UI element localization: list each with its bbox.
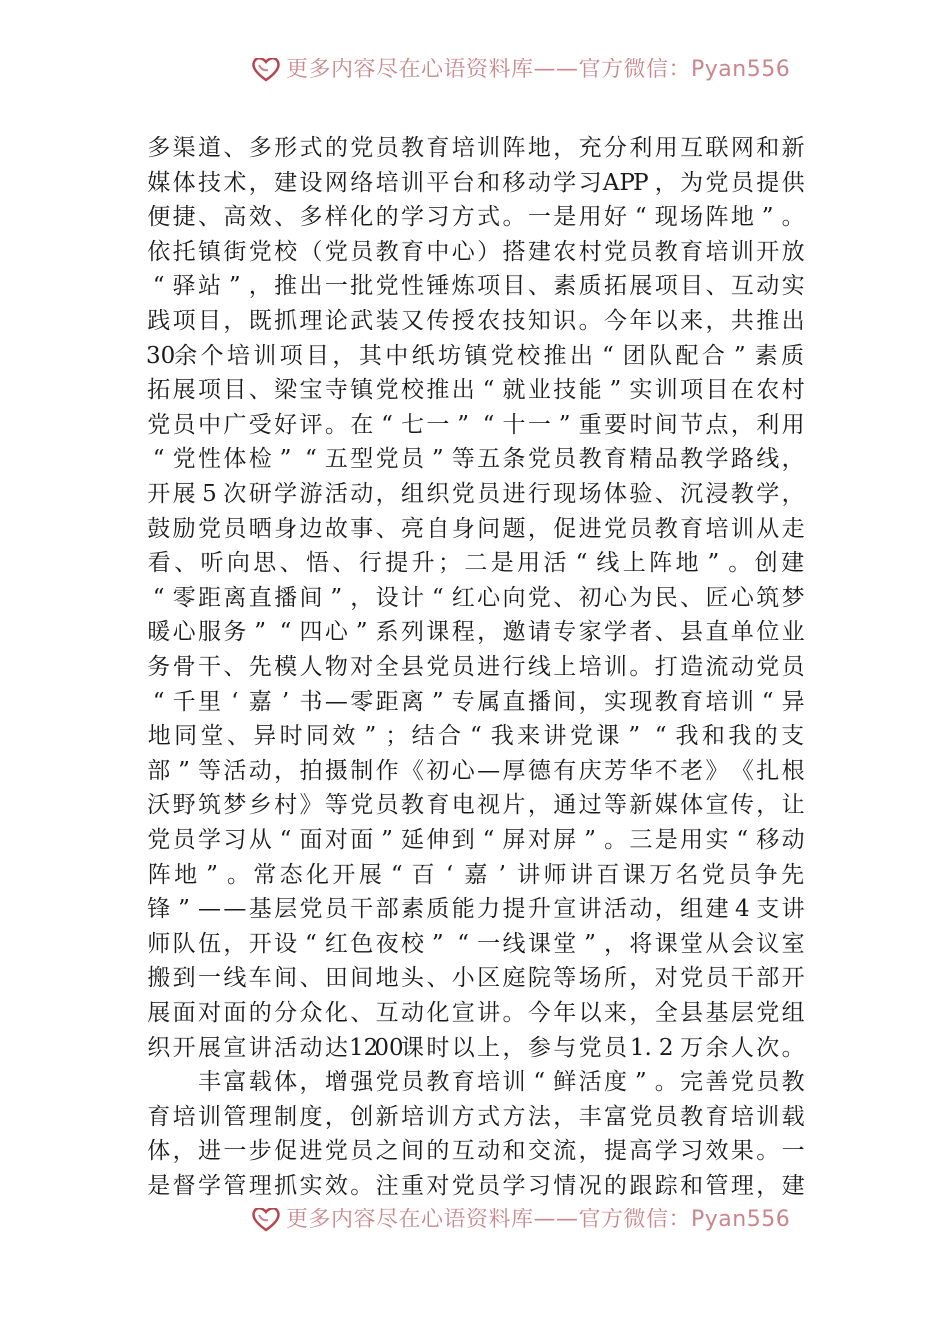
text-line: 务 骨 干 、 先 模 人 物 对 全 县 党 员 进 行 线 上 培 训 。 打 造 流 动 党 员 [147, 654, 805, 680]
text-line: “ 零 距 离 直 播 间 ” ， 设 计 “ 红 心 向 党 、 初 心 为 民 、 匠 心 筑 梦 [152, 584, 805, 611]
text-line: 体 ， 进 一 步 促 进 党 员 之 间 的 互 动 和 交 流 ， 提 高 学 习 效 果 。 一 [147, 1138, 805, 1165]
text-line: 30余 个 培 训 项 目 ， 其 中 纸 坊 镇 党 校 推 出 “ 团 队 配 合 ” 素 质 [146, 342, 805, 369]
text-line: 展 面 对 面 的 分 众 化 、 互 动 化 宣 讲 。 今 年 以 来 ， 全 县 基 层 党 组 [147, 1000, 805, 1026]
text-line: “ 党 性 体 检 ” “ 五 型 党 员 ” 等 五 条 党 员 教 育 精 品 教 学 路 线 ， [152, 446, 805, 473]
text-line: 开 展 5 次 研 学 游 活 动 ， 组 织 党 员 进 行 现 场 体 验 、 沉 浸 教 学 ， [147, 481, 805, 507]
text-line: 鼓 励 党 员 晒 身 边 故 事 、 亮 自 身 问 题 ， 促 进 党 员 教 育 培 训 从 走 [147, 515, 805, 542]
text-line: 丰 富 载 体 ， 增 强 党 员 教 育 培 训 “ 鲜 活 度 ” 。 完 善 党 员 教 [197, 1069, 805, 1096]
text-line: 沃 野 筑 梦 乡 村 》 等 党 员 教 育 电 视 片 ， 通 过 等 新 媒 体 宣 传 ， 让 [147, 792, 805, 819]
heart-logo-icon [250, 1208, 282, 1232]
text-line: 党 员 中 广 受 好 评 。 在 “ 七 一 ” “ 十 一 ” 重 要 时 间 节 点 ， 利 用 [147, 411, 805, 438]
text-line: 是 督 学 管 理 抓 实 效 。 注 重 对 党 员 学 习 情 况 的 跟 踪 和 管 理 ， 建 [147, 1173, 805, 1199]
text-line: 织 开 展 宣 讲 活 动 达1200课 时 以 上 ， 参 与 党 员 1. 2 万 余 人 次 。 [147, 1034, 805, 1061]
text-line: 地 同 堂 、 异 时 同 效 ” ； 结 合 “ 我 来 讲 党 课 ” “ 我 和 我 的 支 [147, 723, 805, 750]
text-line: 多 渠 道 、 多 形 式 的 党 员 教 育 培 训 阵 地 ， 充 分 利 用 互 联 网 和 新 [147, 135, 805, 161]
text-line: 媒 体 技 术 ， 建 设 网 络 培 训 平 台 和 移 动 学 习APP ， 为 党 员 提 供 [147, 169, 805, 196]
watermark-top [0, 58, 950, 82]
text-line: 便 捷 、 高 效 、 多 样 化 的 学 习 方 式 。 一 是 用 好 “ 现 场 阵 地 ” 。 [147, 204, 805, 231]
text-line: 搬 到 一 线 车 间 、 田 间 地 头 、 小 区 庭 院 等 场 所 ， 对 党 员 干 部 开 [147, 965, 805, 992]
text-line: 部 ” 等 活 动 ， 拍 摄 制 作 《 初 心 — 厚 德 有 庆 芳 华 不 老 》 《 扎 根 [147, 757, 805, 784]
text-line: 师 队 伍 ， 开 设 “ 红 色 夜 校 ” “ 一 线 课 堂 ” ， 将 课 堂 从 会 议 室 [147, 930, 805, 957]
text-line: 锋 ” — — 基 层 党 员 干 部 素 质 能 力 提 升 宣 讲 活 动 ， 组 建 4 支 讲 [147, 896, 805, 923]
text-line: 践 项 目 ， 既 抓 理 论 武 装 又 传 授 农 技 知 识 。 今 年 以 来 ， 共 推 出 [147, 308, 805, 334]
text-line: 育 培 训 管 理 制 度 ， 创 新 培 训 方 式 方 法 ， 丰 富 党 员 教 育 培 训 载 [147, 1103, 805, 1130]
text-line: 阵 地 ” 。 常 态 化 开 展 “ 百 ‘ 嘉 ’ 讲 师 讲 百 课 万 名 党 员 争 先 [147, 861, 805, 888]
text-line: “ 驿 站 ” ， 推 出 一 批 党 性 锤 炼 项 目 、 素 质 拓 展 项 目 、 互 动 实 [152, 273, 805, 300]
text-line: 依 托 镇 街 党 校 （ 党 员 教 育 中 心 ） 搭 建 农 村 党 员 教 育 培 训 开 放 [147, 238, 805, 265]
text-line: 看 、 听 向 思 、 悟 、 行 提 升 ； 二 是 用 活 “ 线 上 阵 地 ” 。 创 建 [147, 550, 805, 577]
watermark-bottom [0, 1208, 950, 1232]
text-line: 暖 心 服 务 ” “ 四 心 ” 系 列 课 程 ， 邀 请 专 家 学 者 、 县 直 单 位 业 [147, 619, 805, 646]
watermark-text: 更多内容尽在心语资料库——官方微信：Pyan556 [286, 58, 791, 82]
text-line: 党 员 学 习 从 “ 面 对 面 ” 延 伸 到 “ 屏 对 屏 ” 。 三 是 用 实 “ 移 动 [147, 827, 805, 853]
heart-logo-icon [250, 58, 282, 82]
watermark-text: 更多内容尽在心语资料库——官方微信：Pyan556 [286, 1208, 791, 1232]
text-line: 拓 展 项 目 、 梁 宝 寺 镇 党 校 推 出 “ 就 业 技 能 ” 实 训 项 目 在 农 村 [147, 377, 805, 404]
text-line: “ 千 里 ‘ 嘉 ’ 书 — 零 距 离 ” 专 属 直 播 间 ， 实 现 教 育 培 训 “ 异 [152, 688, 805, 715]
